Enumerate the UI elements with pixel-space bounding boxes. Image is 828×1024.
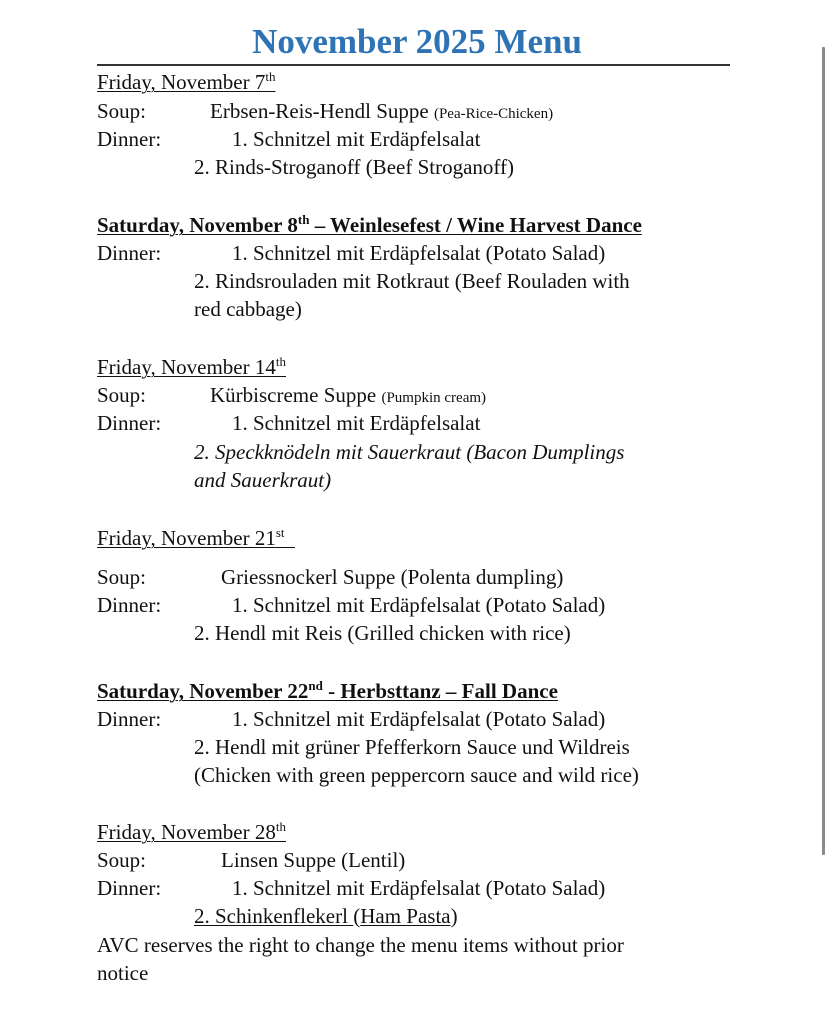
soup-label: Soup:	[97, 99, 147, 123]
dinner-row	[97, 409, 480, 437]
day-heading	[97, 818, 286, 846]
dinner-item-1: 1. Schnitzel mit Erdäpfelsalat (Potato Salad)	[232, 707, 606, 731]
day-heading	[97, 524, 295, 552]
dinner-item-2-cont: and Sauerkraut)	[194, 468, 332, 492]
title-divider	[97, 64, 730, 66]
soup-label: Soup:	[97, 565, 147, 589]
disclaimer-cont: notice	[97, 961, 149, 985]
ordinal-suffix: th	[297, 212, 310, 227]
dinner-item-2-translation: Ham Pasta	[360, 904, 451, 928]
dinner-row	[97, 239, 605, 267]
day-heading-text: Friday, November 21	[97, 526, 276, 550]
paren-open: (	[353, 904, 361, 928]
event-name: - Herbsttanz – Fall Dance	[322, 679, 558, 703]
vertical-scrollbar[interactable]	[822, 47, 825, 855]
ordinal-suffix: th	[265, 69, 276, 84]
day-heading-text: Friday, November 28	[97, 820, 276, 844]
dinner-item-1: 1. Schnitzel mit Erdäpfelsalat (Potato Salad)	[232, 876, 606, 900]
day-heading-text: Saturday, November 8	[97, 213, 298, 237]
ordinal-suffix: st	[275, 525, 285, 540]
day-heading	[97, 68, 275, 96]
ordinal-suffix: nd	[308, 678, 323, 693]
soup-note: (Pea-Rice-Chicken)	[433, 106, 554, 122]
dinner-item-2-name: 2. Schinkenflekerl	[194, 904, 354, 928]
dinner-item-2: 2. Speckknödeln mit Sauerkraut (Bacon Dumplings	[194, 440, 625, 464]
dinner-item-1: 1. Schnitzel mit Erdäpfelsalat	[232, 127, 481, 151]
dinner-item-2-cont: red cabbage)	[194, 297, 302, 321]
dinner-item-2: 2. Rinds-Stroganoff (Beef Stroganoff)	[194, 155, 515, 179]
soup-label: Soup:	[97, 848, 147, 872]
day-heading-text: Friday, November 7	[97, 70, 266, 94]
day-heading	[97, 353, 286, 381]
page-title: November 2025 Menu	[252, 22, 582, 61]
soup-row	[97, 97, 553, 128]
disclaimer: AVC reserves the right to change the menu items without prior	[97, 933, 624, 957]
dinner-item-2: 2. Rindsrouladen mit Rotkraut (Beef Rouladen with	[194, 269, 630, 293]
event-name: – Weinlesefest / Wine Harvest Dance	[309, 213, 642, 237]
day-heading	[97, 677, 558, 705]
soup-name: Erbsen-Reis-Hendl Suppe	[210, 99, 429, 123]
soup-name: Griessnockerl Suppe (Polenta dumpling)	[221, 565, 564, 589]
dinner-row	[97, 591, 605, 619]
paren-close: )	[450, 904, 458, 928]
dinner-item-1: 1. Schnitzel mit Erdäpfelsalat (Potato Salad)	[232, 241, 606, 265]
dinner-label: Dinner:	[97, 241, 162, 265]
day-heading-text: Friday, November 14	[97, 355, 276, 379]
dinner-item-2: 2. Hendl mit Reis (Grilled chicken with rice)	[194, 621, 571, 645]
dinner-label: Dinner:	[97, 127, 162, 151]
dinner-label: Dinner:	[97, 707, 162, 731]
dinner-label: Dinner:	[97, 411, 162, 435]
dinner-label: Dinner:	[97, 593, 162, 617]
soup-row	[97, 381, 486, 412]
ordinal-suffix: th	[275, 354, 286, 369]
soup-name: Linsen Suppe (Lentil)	[221, 848, 406, 872]
soup-row	[97, 563, 563, 591]
menu-document	[97, 22, 737, 66]
dinner-row	[97, 705, 605, 733]
dinner-item-2-cont: (Chicken with green peppercorn sauce and wild rice)	[194, 763, 639, 787]
dinner-row	[97, 874, 605, 902]
dinner-item-1: 1. Schnitzel mit Erdäpfelsalat (Potato Salad)	[232, 593, 606, 617]
day-heading	[97, 211, 642, 239]
soup-note: (Pumpkin cream)	[381, 390, 487, 406]
dinner-item-2	[194, 902, 458, 930]
dinner-row	[97, 125, 480, 153]
soup-label: Soup:	[97, 383, 147, 407]
dinner-label: Dinner:	[97, 876, 162, 900]
soup-name: Kürbiscreme Suppe	[210, 383, 377, 407]
day-heading-text: Saturday, November 22	[97, 679, 309, 703]
soup-row	[97, 846, 405, 874]
ordinal-suffix: th	[275, 819, 286, 834]
dinner-item-2: 2. Hendl mit grüner Pfefferkorn Sauce und Wildreis	[194, 735, 630, 759]
dinner-item-1: 1. Schnitzel mit Erdäpfelsalat	[232, 411, 481, 435]
